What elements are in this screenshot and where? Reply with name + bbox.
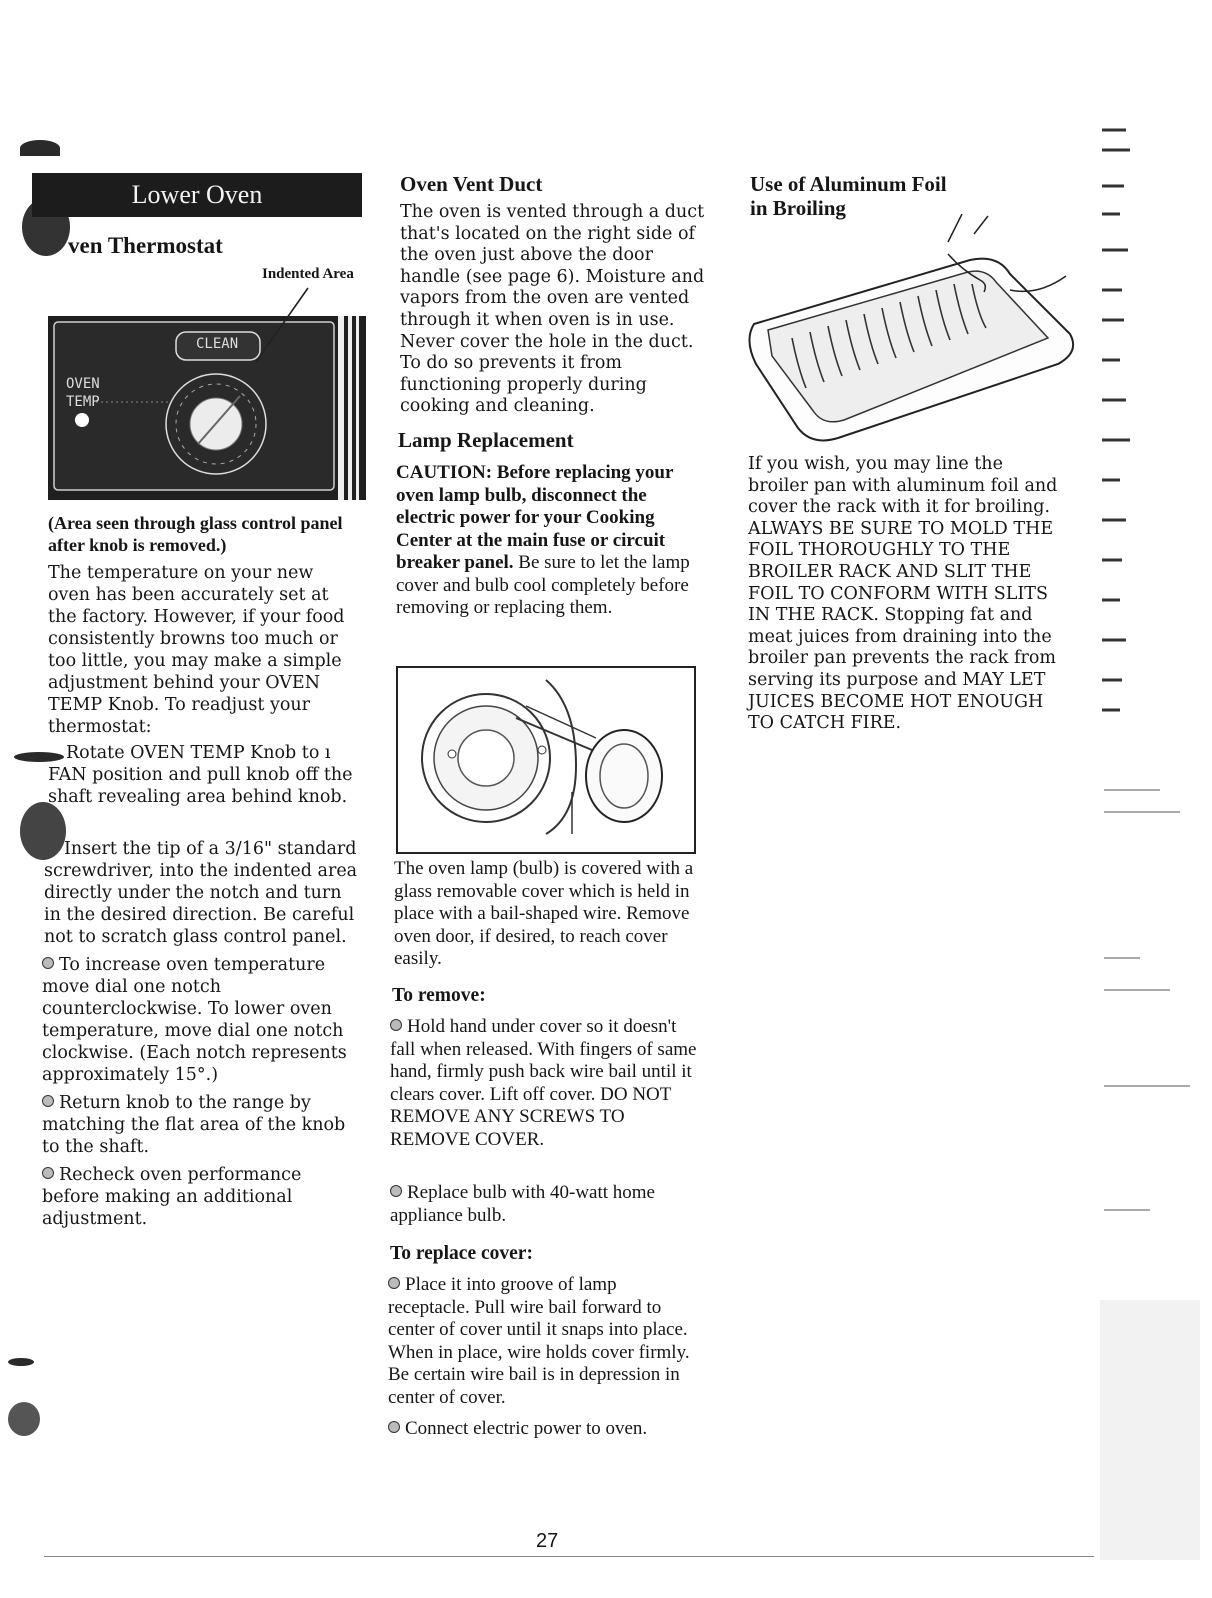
caution-text: Be sure to let the lamp cover and bulb cool completely before removing or replacing them. xyxy=(396,552,690,618)
bullet-icon xyxy=(388,1421,400,1433)
section-banner: Lower Oven xyxy=(32,173,362,217)
scan-artifact xyxy=(8,1358,34,1366)
bullet-icon xyxy=(390,1185,402,1197)
bottom-rule xyxy=(44,1556,1094,1557)
figure-label: Indented Area xyxy=(262,266,354,282)
bullet-icon xyxy=(390,1019,402,1031)
bullet-text: Recheck oven performance before making an additional adjustment. xyxy=(42,1165,302,1229)
aluminum-foil-title-line-1: Use of Aluminum Foil xyxy=(750,172,947,196)
broiler-pan-illustration xyxy=(748,214,1078,448)
bullet-icon xyxy=(388,1277,400,1289)
thermostat-bullet-3 xyxy=(42,1164,360,1230)
to-replace-cover-title: To replace cover: xyxy=(390,1243,533,1264)
aluminum-foil-title-line-2: in Broiling xyxy=(750,196,846,220)
hole-punch-mark xyxy=(8,1402,40,1436)
panel-label-oven: OVEN xyxy=(66,376,100,392)
lamp-caution xyxy=(396,462,696,620)
lamp-replacement-title: Lamp Replacement xyxy=(398,428,574,452)
bullet-icon xyxy=(42,1095,54,1107)
bullet-text: Place it into groove of lamp receptacle. Pull wire bail forward to center of cover until it snaps into place. When in place, wire holds cover firmly. Be certain wire bail is in depression in center of cover. xyxy=(388,1274,690,1408)
aluminum-foil-text: If you wish, you may line the broiler pan with aluminum foil and cover the rack with it for broiling. ALWAYS BE SURE TO MOLD THE FOIL THOROUGHLY TO THE BROILER RACK AND SLIT THE FOIL TO CONFORM WITH SLITS IN THE RACK. Stopping fat and meat juices from draining into the broiler pan prevents the rack from serving its purpose and MAY LET JUICES BECOME HOT ENOUGH TO CATCH FIRE. xyxy=(748,454,1058,734)
bullet-text: Connect electric power to oven. xyxy=(405,1418,648,1439)
thermostat-bullet-2 xyxy=(42,1092,360,1158)
page-number: 27 xyxy=(536,1530,559,1552)
to-remove-title: To remove: xyxy=(392,985,486,1006)
thermostat-step-2: Insert the tip of a 3/16" standard screwdriver, into the indented area directly under the notch and turn in the desired direction. Be careful not to scratch glass control panel. xyxy=(44,839,358,947)
bullet-icon xyxy=(42,1167,54,1179)
control-panel-illustration xyxy=(48,284,366,500)
scan-artifact xyxy=(20,140,60,156)
bullet-text: Replace bulb with 40-watt home appliance bulb. xyxy=(390,1182,655,1226)
panel-label-clean: CLEAN xyxy=(196,336,239,352)
thermostat-bullet-1 xyxy=(42,954,360,1086)
oven-lamp-illustration xyxy=(396,666,696,854)
vent-duct-title: Oven Vent Duct xyxy=(400,172,543,196)
bullet-text: Return knob to the range by matching the flat area of the knob to the shaft. xyxy=(42,1093,346,1157)
thermostat-intro: The temperature on your new oven has been accurately set at the factory. However, if your food consistently browns too much or too little, you may make a simple adjustment behind your OVEN TEMP Knob. To readjust your thermostat: xyxy=(48,563,345,737)
thermostat-step-1: Rotate OVEN TEMP Knob to ı FAN position and pull knob off the shaft revealing area behind knob. xyxy=(48,743,353,807)
section-title: ven Thermostat xyxy=(68,233,223,258)
remove-bullet-2 xyxy=(390,1182,702,1227)
replace-bullet-2 xyxy=(388,1418,702,1441)
remove-bullet-1 xyxy=(390,1016,702,1152)
lamp-description: The oven lamp (bulb) is covered with a glass removable cover which is held in place with a bail-shaped wire. Remove oven door, if desired, to reach cover easily. xyxy=(394,858,694,970)
panel-label-temp: TEMP xyxy=(66,394,100,410)
scan-edge-artifact xyxy=(1100,0,1212,1598)
bullet-text: Hold hand under cover so it doesn't fall when released. With fingers of same hand, firmly push back wire bail until it clears cover. Lift off cover. DO NOT REMOVE ANY SCREWS TO REMOVE COVER. xyxy=(390,1016,697,1150)
figure-caption: (Area seen through glass control panel after knob is removed.) xyxy=(48,513,343,555)
vent-duct-text: The oven is vented through a duct that's located on the right side of the oven just above the door handle (see page 6). Moisture and vapors from the oven are vented through it when oven is in use. Never cover the hole in the duct. To do so prevents it from functioning properly during cooking and cleaning. xyxy=(400,202,705,417)
bullet-icon xyxy=(42,957,54,969)
bullet-text: To increase oven temperature move dial one notch counterclockwise. To lower oven temperature, move dial one notch clockwise. (Each notch represents approximately 15°.) xyxy=(42,955,347,1085)
replace-bullet-1 xyxy=(388,1274,702,1410)
caution-bold-text: CAUTION: Before replacing your oven lamp bulb, disconnect the electric power for your Cooking Center at the main fuse or circuit breaker panel. xyxy=(396,462,674,573)
